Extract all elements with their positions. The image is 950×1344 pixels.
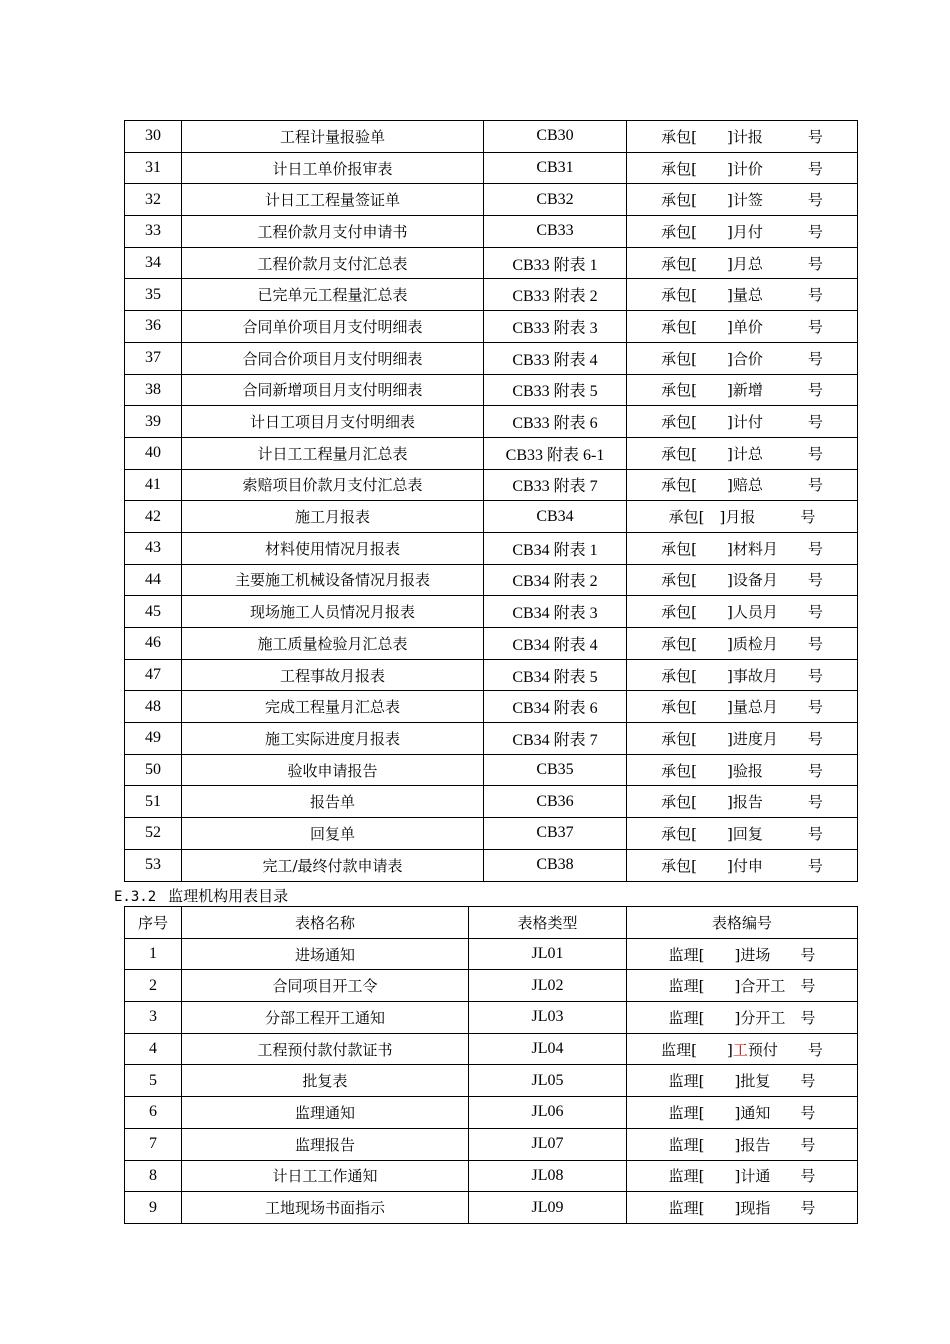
header-type: 表格类型 <box>469 907 627 939</box>
form-type: CB34 附表 2 <box>484 564 627 596</box>
form-name: 计日工工作通知 <box>182 1160 469 1192</box>
form-name: 主要施工机械设备情况月报表 <box>182 564 484 596</box>
form-name: 批复表 <box>182 1065 469 1097</box>
table-row <box>125 1002 858 1034</box>
row-number: 4 <box>125 1033 182 1065</box>
supervision-forms-table <box>124 906 858 1224</box>
form-type: CB35 <box>484 754 627 786</box>
form-name: 计日工工程量月汇总表 <box>182 437 484 469</box>
table-header-row <box>125 907 858 939</box>
form-code <box>627 970 858 1002</box>
form-code: 承包[ ]验报 号 <box>627 754 858 786</box>
form-name: 施工月报表 <box>182 501 484 533</box>
table-row <box>125 1097 858 1129</box>
form-code: 承包[ ]设备月 号 <box>627 564 858 596</box>
row-number: 51 <box>125 786 182 818</box>
form-type: CB33 附表 6-1 <box>484 437 627 469</box>
table-row <box>125 628 858 660</box>
table-row <box>125 659 858 691</box>
form-type: JL05 <box>469 1065 627 1097</box>
row-number: 50 <box>125 754 182 786</box>
code-prefix: 监理[ ] <box>668 945 741 964</box>
table-row <box>125 501 858 533</box>
form-code: 承包[ ]进度月 号 <box>627 723 858 755</box>
form-code <box>627 1033 858 1065</box>
code-prefix: 监理[ ] <box>668 1135 741 1154</box>
form-code: 承包[ ]计报 号 <box>627 121 858 153</box>
row-number: 34 <box>125 247 182 279</box>
form-type: CB36 <box>484 786 627 818</box>
form-code: 承包[ ]回复 号 <box>627 818 858 850</box>
form-type: CB33 附表 3 <box>484 311 627 343</box>
form-code: 承包[ ]计总 号 <box>627 437 858 469</box>
form-name: 回复单 <box>182 818 484 850</box>
header-name: 表格名称 <box>182 907 469 939</box>
row-number: 46 <box>125 628 182 660</box>
form-code: 承包[ ]单价 号 <box>627 311 858 343</box>
form-code: 承包[ ]人员月 号 <box>627 596 858 628</box>
row-number: 7 <box>125 1128 182 1160</box>
form-name: 工程事故月报表 <box>182 659 484 691</box>
form-name: 分部工程开工通知 <box>182 1002 469 1034</box>
table-row <box>125 247 858 279</box>
form-type: JL01 <box>469 938 627 970</box>
form-name: 工程预付款付款证书 <box>182 1033 469 1065</box>
form-name: 计日工单价报审表 <box>182 152 484 184</box>
form-name: 监理报告 <box>182 1128 469 1160</box>
form-type: CB34 <box>484 501 627 533</box>
form-name: 材料使用情况月报表 <box>182 532 484 564</box>
row-number: 36 <box>125 311 182 343</box>
table-row <box>125 1128 858 1160</box>
form-name: 施工质量检验月汇总表 <box>182 628 484 660</box>
row-number: 35 <box>125 279 182 311</box>
row-number: 39 <box>125 406 182 438</box>
table-row <box>125 691 858 723</box>
form-type: JL09 <box>469 1192 627 1224</box>
table-row <box>125 437 858 469</box>
form-type: JL04 <box>469 1033 627 1065</box>
code-suffix: 通知 号 <box>740 1103 816 1122</box>
form-type: CB34 附表 7 <box>484 723 627 755</box>
row-number: 37 <box>125 342 182 374</box>
code-prefix: 监理[ ] <box>668 1072 741 1091</box>
form-name: 完工/最终付款申请表 <box>182 849 484 881</box>
table-row <box>125 311 858 343</box>
code-prefix: 监理[ ] <box>668 977 741 996</box>
table-row <box>125 216 858 248</box>
form-type: CB38 <box>484 849 627 881</box>
form-code <box>627 938 858 970</box>
row-number: 52 <box>125 818 182 850</box>
row-number: 43 <box>125 532 182 564</box>
row-number: 53 <box>125 849 182 881</box>
row-number: 45 <box>125 596 182 628</box>
form-type: CB32 <box>484 184 627 216</box>
table-row <box>125 152 858 184</box>
form-type: CB34 附表 6 <box>484 691 627 723</box>
table-row <box>125 121 858 153</box>
table-row <box>125 184 858 216</box>
form-code: 承包[ ]月付 号 <box>627 216 858 248</box>
row-number: 32 <box>125 184 182 216</box>
form-type: CB34 附表 1 <box>484 532 627 564</box>
form-code <box>627 1065 858 1097</box>
form-code: 承包[ ]量总 号 <box>627 279 858 311</box>
table-row <box>125 279 858 311</box>
form-type: CB37 <box>484 818 627 850</box>
row-number: 49 <box>125 723 182 755</box>
table-row <box>125 1033 858 1065</box>
row-number: 40 <box>125 437 182 469</box>
form-type: CB33 附表 5 <box>484 374 627 406</box>
row-number: 3 <box>125 1002 182 1034</box>
form-name: 报告单 <box>182 786 484 818</box>
table-row <box>125 849 858 881</box>
form-code: 承包[ ]计价 号 <box>627 152 858 184</box>
form-type: CB34 附表 3 <box>484 596 627 628</box>
form-name: 验收申请报告 <box>182 754 484 786</box>
row-number: 44 <box>125 564 182 596</box>
form-type: CB33 附表 2 <box>484 279 627 311</box>
form-name: 合同合价项目月支付明细表 <box>182 342 484 374</box>
form-type: JL03 <box>469 1002 627 1034</box>
table-row <box>125 723 858 755</box>
form-type: CB33 附表 4 <box>484 342 627 374</box>
table-row <box>125 342 858 374</box>
form-code: 承包[ ]赔总 号 <box>627 469 858 501</box>
code-suffix: 报告 号 <box>740 1135 816 1154</box>
table-row <box>125 786 858 818</box>
table-row <box>125 406 858 438</box>
row-number: 31 <box>125 152 182 184</box>
code-suffix: 预付 号 <box>747 1040 823 1059</box>
code-suffix: 现指 号 <box>740 1199 816 1218</box>
form-type: CB34 附表 5 <box>484 659 627 691</box>
header-code: 表格编号 <box>627 907 858 939</box>
code-mid: 工 <box>732 1040 748 1059</box>
table-row <box>125 1160 858 1192</box>
table-row <box>125 970 858 1002</box>
form-name: 合同单价项目月支付明细表 <box>182 311 484 343</box>
table-row <box>125 938 858 970</box>
row-number: 33 <box>125 216 182 248</box>
form-type: CB33 附表 1 <box>484 247 627 279</box>
form-type: JL06 <box>469 1097 627 1129</box>
row-number: 47 <box>125 659 182 691</box>
row-number: 38 <box>125 374 182 406</box>
code-suffix: 进场 号 <box>740 945 816 964</box>
form-code: 承包[ ]计付 号 <box>627 406 858 438</box>
form-code: 承包[ ]量总月 号 <box>627 691 858 723</box>
row-number: 42 <box>125 501 182 533</box>
code-suffix: 合开工 号 <box>740 977 816 996</box>
form-code: 承包[ ]质检月 号 <box>627 628 858 660</box>
form-name: 监理通知 <box>182 1097 469 1129</box>
code-prefix: 监理[ ] <box>668 1008 741 1027</box>
form-type: CB30 <box>484 121 627 153</box>
table-row <box>125 469 858 501</box>
form-name: 索赔项目价款月支付汇总表 <box>182 469 484 501</box>
code-prefix: 监理[ ] <box>668 1167 741 1186</box>
code-prefix: 监理[ ] <box>668 1199 741 1218</box>
row-number: 41 <box>125 469 182 501</box>
form-name: 现场施工人员情况月报表 <box>182 596 484 628</box>
form-name: 工程价款月支付申请书 <box>182 216 484 248</box>
form-name: 工程计量报验单 <box>182 121 484 153</box>
form-type: CB33 附表 7 <box>484 469 627 501</box>
form-name: 已完单元工程量汇总表 <box>182 279 484 311</box>
form-code <box>627 1002 858 1034</box>
row-number: 48 <box>125 691 182 723</box>
form-name: 完成工程量月汇总表 <box>182 691 484 723</box>
row-number: 9 <box>125 1192 182 1224</box>
section-number: E.3.2 <box>114 889 157 905</box>
form-name: 工程价款月支付汇总表 <box>182 247 484 279</box>
table-row <box>125 1065 858 1097</box>
row-number: 8 <box>125 1160 182 1192</box>
form-code <box>627 1097 858 1129</box>
row-number: 30 <box>125 121 182 153</box>
form-code <box>627 1192 858 1224</box>
row-number: 6 <box>125 1097 182 1129</box>
form-type: CB31 <box>484 152 627 184</box>
form-code: 承包[ ]报告 号 <box>627 786 858 818</box>
form-code: 承包[ ]月总 号 <box>627 247 858 279</box>
header-no: 序号 <box>125 907 182 939</box>
code-suffix: 分开工 号 <box>740 1008 816 1027</box>
form-type: CB34 附表 4 <box>484 628 627 660</box>
section-heading <box>114 885 288 906</box>
row-number: 5 <box>125 1065 182 1097</box>
form-code <box>627 1128 858 1160</box>
table-row <box>125 596 858 628</box>
form-code <box>627 1160 858 1192</box>
form-name: 计日工工程量签证单 <box>182 184 484 216</box>
table-row <box>125 374 858 406</box>
code-suffix: 批复 号 <box>740 1072 816 1091</box>
form-type: CB33 <box>484 216 627 248</box>
form-name: 合同项目开工令 <box>182 970 469 1002</box>
form-code: 承包[ ]合价 号 <box>627 342 858 374</box>
code-prefix: 监理[ ] <box>668 1103 741 1122</box>
form-code: 承包[ ]月报 号 <box>627 501 858 533</box>
form-type: JL08 <box>469 1160 627 1192</box>
table-row <box>125 1192 858 1224</box>
form-name: 进场通知 <box>182 938 469 970</box>
code-suffix: 计通 号 <box>740 1167 816 1186</box>
form-name: 施工实际进度月报表 <box>182 723 484 755</box>
contractor-forms-table <box>124 120 858 882</box>
row-number: 1 <box>125 938 182 970</box>
table-row <box>125 818 858 850</box>
form-type: JL07 <box>469 1128 627 1160</box>
form-type: CB33 附表 6 <box>484 406 627 438</box>
form-code: 承包[ ]事故月 号 <box>627 659 858 691</box>
table-row <box>125 564 858 596</box>
form-code: 承包[ ]计签 号 <box>627 184 858 216</box>
table-row <box>125 754 858 786</box>
table-row <box>125 532 858 564</box>
form-code: 承包[ ]付申 号 <box>627 849 858 881</box>
code-prefix: 监理[ ] <box>661 1040 733 1059</box>
form-name: 工地现场书面指示 <box>182 1192 469 1224</box>
form-name: 计日工项目月支付明细表 <box>182 406 484 438</box>
form-name: 合同新增项目月支付明细表 <box>182 374 484 406</box>
form-code: 承包[ ]新增 号 <box>627 374 858 406</box>
form-type: JL02 <box>469 970 627 1002</box>
form-code: 承包[ ]材料月 号 <box>627 532 858 564</box>
section-title: 监理机构用表目录 <box>168 887 289 905</box>
row-number: 2 <box>125 970 182 1002</box>
